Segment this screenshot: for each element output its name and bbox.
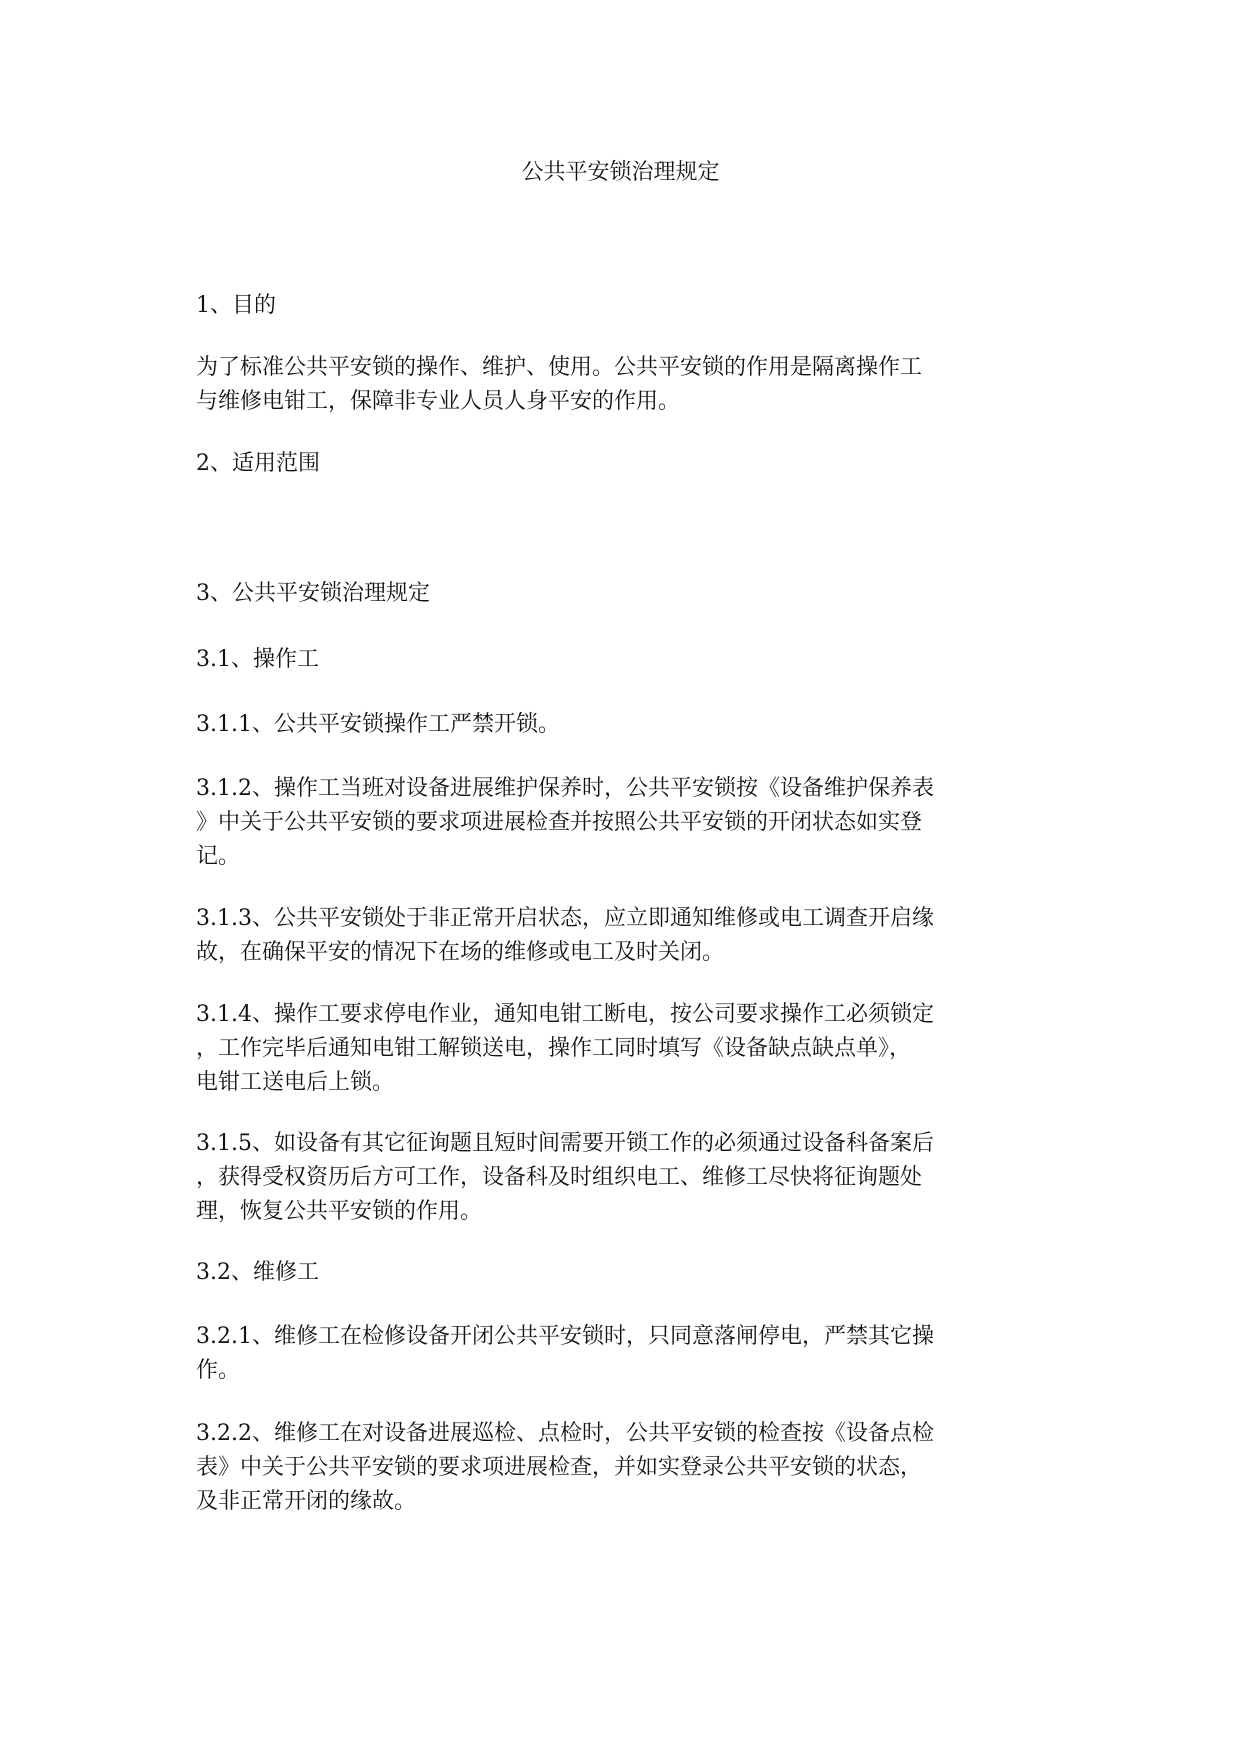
clause-3-1-3: 3.1.3、公共平安锁处于非正常开启状态，应立即通知维修或电工调查开启缘 故，在确保平安的情况下在场的维修或电工及时关闭。 bbox=[196, 906, 934, 965]
clause-3-1-1: 3.1.1、公共平安锁操作工严禁开锁。 bbox=[196, 712, 560, 737]
clause-3-1-4: 3.1.4、操作工要求停电作业，通知电钳工断电，按公司要求操作工必须锁定 ，工作完毕后通知电钳工解锁送电，操作工同时填写《设备缺点缺点单》， 电钳工送电后上锁。 bbox=[196, 1002, 934, 1095]
clause-3-2-1: 3.2.1、维修工在检修设备开闭公共平安锁时，只同意落闸停电，严禁其它操 作。 bbox=[196, 1324, 934, 1383]
document-title: 公共平安锁治理规定 bbox=[521, 160, 720, 185]
section-1-body: 为了标准公共平安锁的操作、维护、使用。公共平安锁的作用是隔离操作工 与维修电钳工，保障非专业人员人身平安的作用。 bbox=[196, 355, 923, 414]
section-1-heading: 1、目的 bbox=[196, 293, 276, 318]
section-3-heading: 3、公共平安锁治理规定 bbox=[196, 581, 430, 606]
clause-3-2-2: 3.2.2、维修工在对设备进展巡检、点检时，公共平安锁的检查按《设备点检 表》中关于公共平安锁的要求项进展检查，并如实登录公共平安锁的状态， 及非正常开闭的缘故。 bbox=[196, 1421, 934, 1514]
clause-3-1-5: 3.1.5、如设备有其它征询题且短时间需要开锁工作的必须通过设备科备案后 ，获得受权资历后方可工作，设备科及时组织电工、维修工尽快将征询题处 理，恢复公共平安锁的作用。 bbox=[196, 1131, 934, 1224]
clause-3-1-2: 3.1.2、操作工当班对设备进展维护保养时，公共平安锁按《设备维护保养表 》中关于公共平安锁的要求项进展检查并按照公共平安锁的开闭状态如实登 记。 bbox=[196, 776, 934, 869]
section-2-heading: 2、适用范围 bbox=[196, 451, 320, 476]
section-3-2-heading: 3.2、维修工 bbox=[196, 1260, 319, 1285]
section-3-1-heading: 3.1、操作工 bbox=[196, 647, 319, 672]
